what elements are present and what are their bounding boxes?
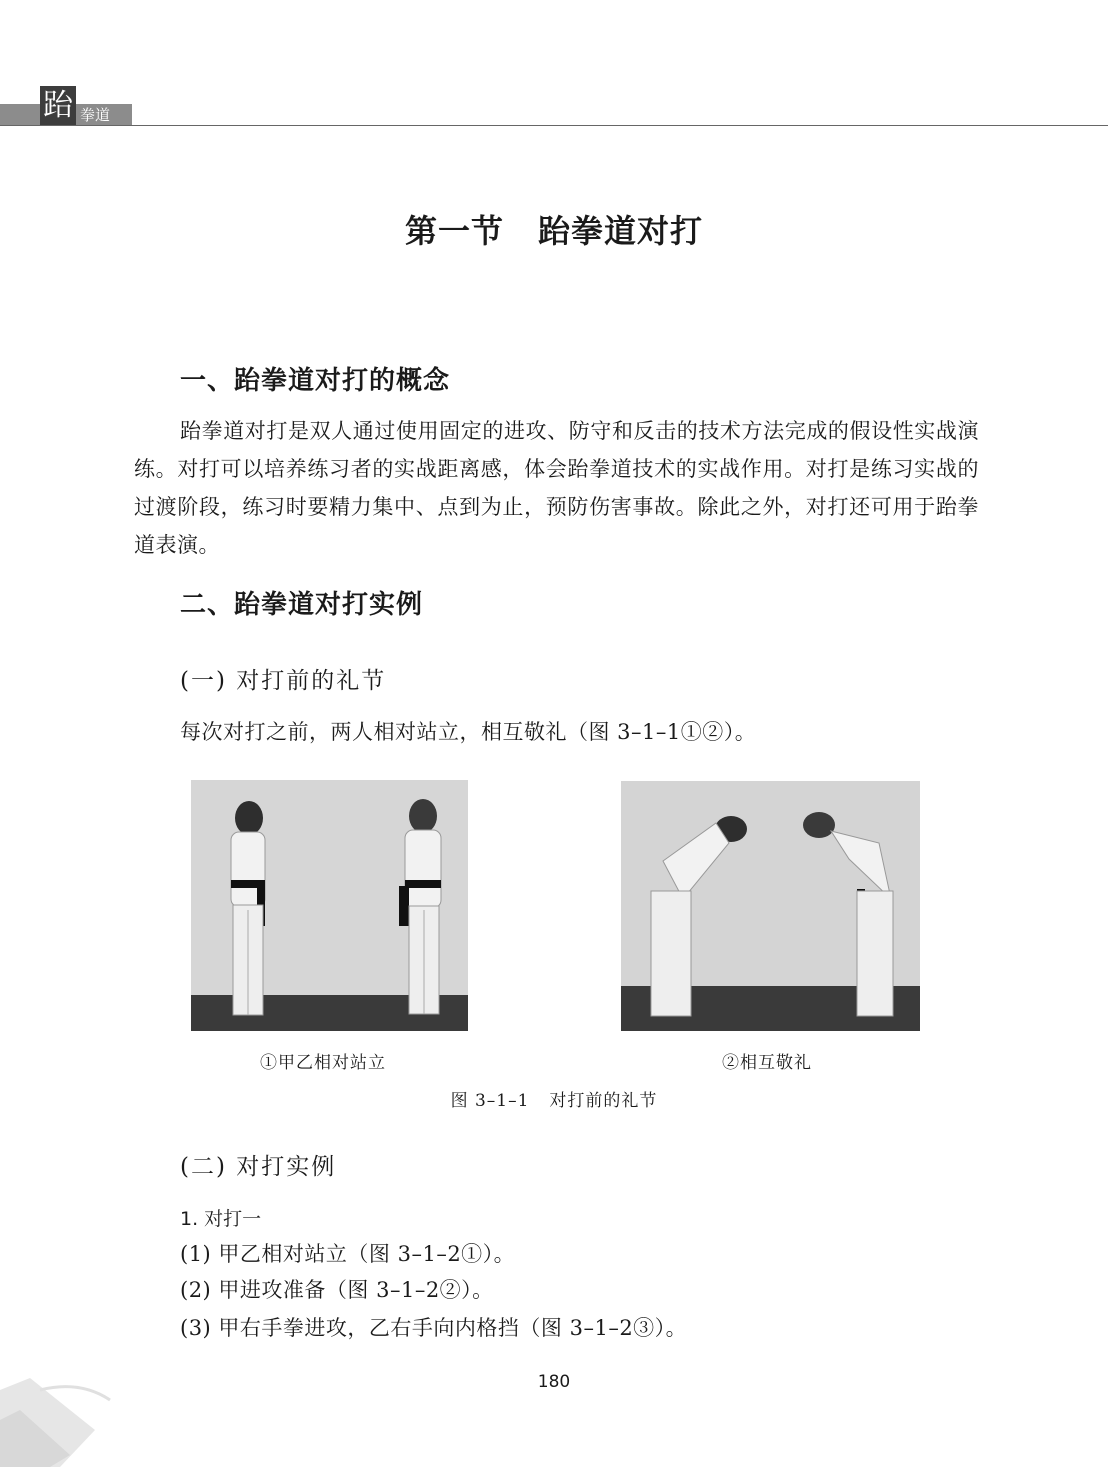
photo-bowing (621, 781, 920, 1031)
page-title (0, 206, 1108, 252)
header-char: 跆 (40, 86, 76, 126)
corner-decoration-icon (0, 1370, 140, 1467)
step-1: (1) 甲乙相对站立（图 3–1–2①）。 (180, 1242, 516, 1266)
sub1-heading: (一) 对打前的礼节 (180, 668, 387, 694)
sub1-text: 每次对打之前，两人相对站立，相互敬礼（图 3–1–1①②）。 (180, 720, 757, 744)
item-heading: 1. 对打一 (180, 1208, 262, 1230)
section1-heading: 一、跆拳道对打的概念 (180, 366, 451, 396)
figure-caption (0, 1086, 1108, 1111)
section2-heading: 二、跆拳道对打实例 (180, 590, 424, 620)
section1-paragraph: 跆拳道对打是双人通过使用固定的进攻、防守和反击的技术方法完成的假设性实战演练。对打可以培养练习者的实战距离感，体会跆拳道技术的实战作用。对打是练习实战的过渡阶段，练习时要精力集中、点到为止，预防伤害事故。除此之外，对打还可用于跆拳道表演。 (134, 419, 979, 557)
page-number: 180 (537, 1372, 571, 1392)
photo-standing (191, 780, 468, 1031)
header-subtitle: 拳道 (80, 106, 111, 124)
caption-right: ②相互敬礼 (722, 1053, 812, 1073)
step-3: (3) 甲右手拳进攻，乙右手向内格挡（图 3–1–2③）。 (180, 1316, 688, 1340)
figure-number: 图 3–1–1 (450, 1091, 530, 1111)
figure-title: 对打前的礼节 (549, 1091, 658, 1111)
title-part2: 跆拳道对打 (538, 212, 704, 250)
step-2: (2) 甲进攻准备（图 3–1–2②）。 (180, 1278, 494, 1302)
title-part1: 第一节 (404, 212, 504, 250)
caption-left: ①甲乙相对站立 (260, 1053, 386, 1073)
sub2-heading: (二) 对打实例 (180, 1154, 337, 1180)
header-rule (0, 125, 1108, 126)
